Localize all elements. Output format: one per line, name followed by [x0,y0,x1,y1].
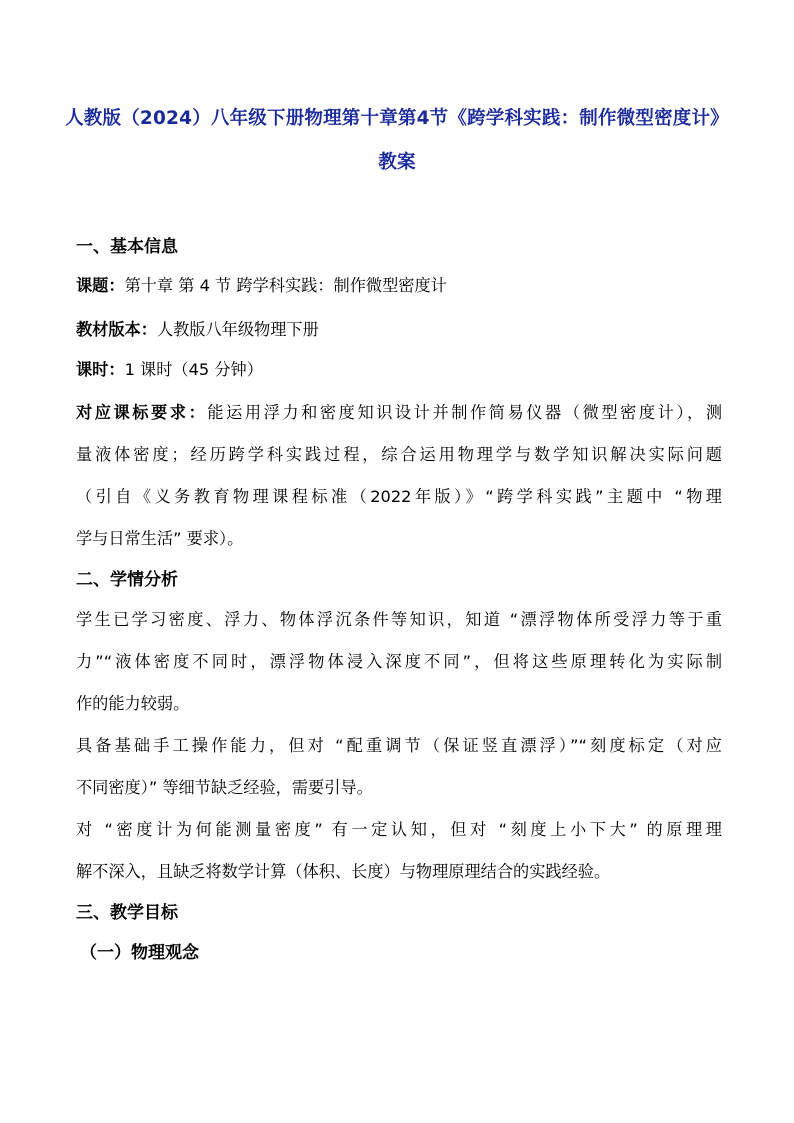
topic-row [76,272,447,296]
hours-label: 课时： [76,360,125,379]
topic-value: 第十章 第 4 节 跨学科实践：制作微型密度计 [124,276,447,295]
edition-value: 人教版八年级物理下册 [156,320,319,339]
paragraph-line: 作的能力较弱。 [76,694,190,713]
standard-text-line: 学与日常生活” 要求）。 [76,529,244,548]
document-title-line2: 教案 [378,152,416,173]
edition-row [76,316,319,340]
subsection-heading-physics-concepts: （一）物理观念 [80,943,199,963]
standard-text-line: 能运用浮力和密度知识设计并制作简易仪器（微型密度计），测 [207,403,723,422]
paragraph-line: 不同密度）” 等细节缺乏经验，需要引导。 [76,778,373,797]
paragraph-line: 解不深入，且缺乏将数学计算（体积、长度）与物理原理结合的实践经验。 [76,862,611,881]
paragraph-line: 力”“液体密度不同时，漂浮物体浸入深度不同”，但将这些原理转化为实际制 [76,652,722,671]
hours-value: 1 课时（45 分钟） [124,360,263,379]
topic-label: 课题： [76,276,125,295]
standard-text-line: （引自《义务教育物理课程标准（2022年版）》“跨学科实践”主题中 “物理 [76,487,722,506]
standard-text-line: 量液体密度；经历跨学科实践过程，综合运用物理学与数学知识解决实际问题 [76,445,722,464]
hours-row [76,356,263,380]
section-heading-learner-analysis: 二、学情分析 [76,570,178,590]
paragraph-line: 具备基础手工操作能力，但对 “配重调节（保证竖直漂浮）”“刻度标定（对应 [76,736,722,755]
section-heading-basic-info: 一、基本信息 [76,237,178,257]
standard-row [76,399,722,423]
section-heading-teaching-goals: 三、教学目标 [76,903,178,923]
paragraph-line: 对 “密度计为何能测量密度” 有一定认知，但对 “刻度上小下大” 的原理理 [76,820,722,839]
edition-label: 教材版本： [76,320,157,339]
standard-label: 对应课标要求： [76,403,208,422]
paragraph-line: 学生已学习密度、浮力、物体浮沉条件等知识，知道 “漂浮物体所受浮力等于重 [76,610,722,629]
document-title: 人教版（2024）八年级下册物理第十章第4节《跨学科实践：制作微型密度计》 [65,108,729,129]
